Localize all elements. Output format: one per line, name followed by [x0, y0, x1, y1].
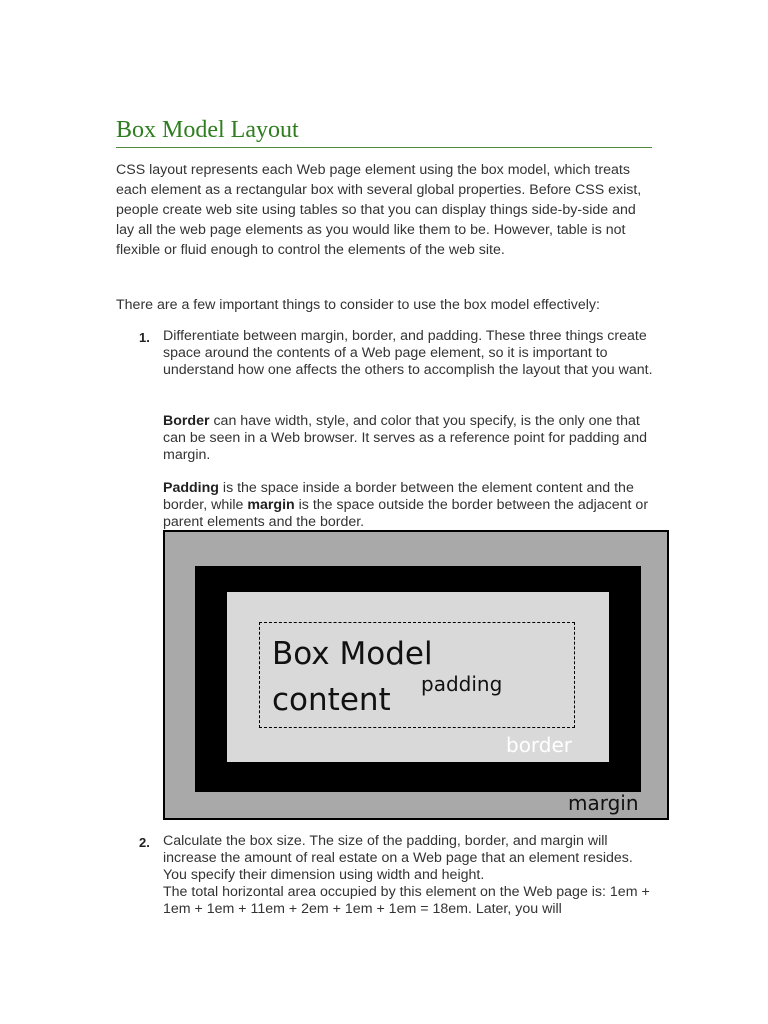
figure-content-line-1: Box Model — [272, 636, 433, 672]
list-item-2-text — [163, 833, 658, 918]
border-term: Border — [163, 413, 210, 429]
list-item-2-line-b: The total horizontal area occupied by this element on the Web page is: 1em + 1em + 1em + 11em + 2em + 1em + 1em = 18em. Later, you will — [163, 884, 650, 917]
figure-padding-label: padding — [421, 672, 503, 696]
list-item-1-text: Differentiate between margin, border, and padding. These three things create space around the contents of a Web page element, so it is important to understand how one affects the others to accomplish the layout that you want. — [163, 328, 653, 378]
figure-content-box — [259, 622, 575, 728]
border-definition — [163, 413, 658, 464]
padding-definition — [163, 480, 658, 531]
figure-content-line-2: content — [272, 682, 391, 718]
lead-paragraph: There are a few important things to consider to use the box model effectively: — [116, 297, 600, 313]
figure-margin-label: margin — [568, 791, 639, 815]
border-description: can have width, style, and color that you specify, is the only one that can be seen in a Web browser. It serves as a reference point for padding and margin. — [163, 413, 647, 463]
intro-paragraph: CSS layout represents each Web page element using the box model, which treats each element as a rectangular box with several global properties. Before CSS exist, people create web site using tables so that you can display things side-by-side and lay all the web page elements as you would like them to be. However, table is not flexible or fluid enough to control the elements of the web site. — [116, 162, 642, 258]
padding-term: Padding — [163, 480, 219, 496]
list-number-2: 2. — [139, 835, 150, 850]
padding-description-b: is the space outside the border between the adjacent or parent elements and the border. — [163, 497, 649, 530]
padding-description-a: is the space inside a border between the element content and the border, while — [163, 480, 634, 513]
page-title: Box Model Layout — [116, 115, 652, 148]
list-item-2-line-a: Calculate the box size. The size of the padding, border, and margin will increase the amount of real estate on a Web page that an element resides. You specify their dimension using width and height. — [163, 833, 633, 883]
box-model-figure — [163, 530, 669, 820]
figure-border-label: border — [506, 733, 573, 757]
figure-border-box — [195, 566, 641, 792]
list-number-1: 1. — [139, 330, 150, 345]
margin-term: margin — [247, 497, 295, 513]
figure-content-text — [272, 631, 433, 723]
